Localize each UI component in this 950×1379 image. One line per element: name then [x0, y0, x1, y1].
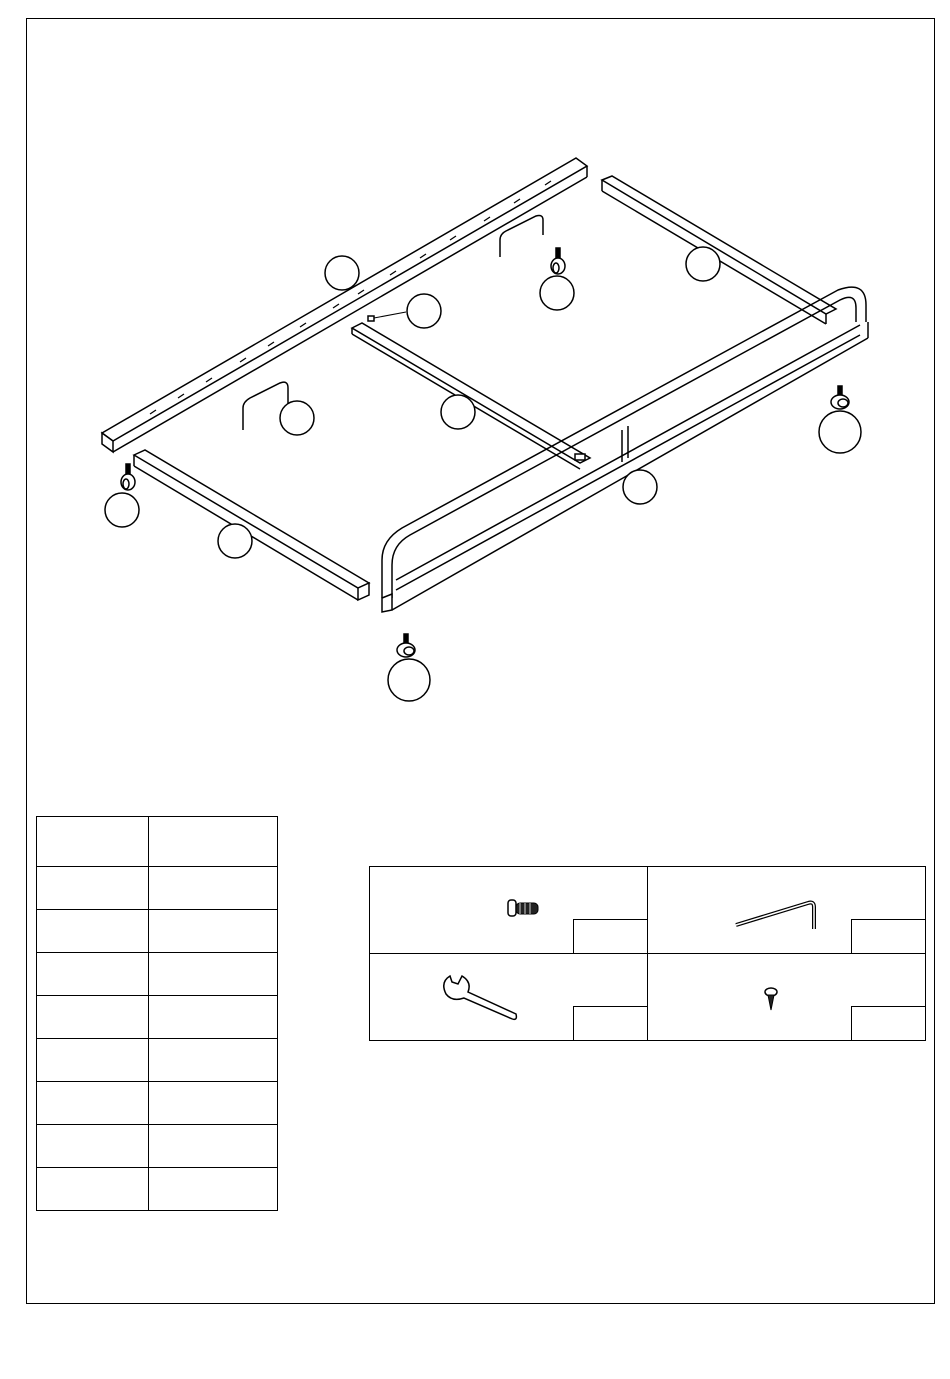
table-row: [37, 1125, 278, 1168]
front-rail-part: [134, 450, 369, 600]
table-row: [37, 1039, 278, 1082]
table-cell: [149, 867, 278, 910]
table-cell: [37, 1039, 149, 1082]
hardware-cell-bolt: [370, 867, 648, 954]
quantity-box: [573, 919, 647, 953]
table-cell: [37, 1125, 149, 1168]
table-header-cell: [149, 817, 278, 867]
u-bracket-part: [243, 216, 543, 431]
parts-list-table: [36, 816, 278, 1211]
table-cell: [149, 996, 278, 1039]
guard-rail-part: [382, 287, 868, 612]
caster-part: [121, 248, 849, 657]
table-cell: [149, 1125, 278, 1168]
table-cell: [37, 953, 149, 996]
table-row: [37, 1168, 278, 1211]
table-cell: [149, 910, 278, 953]
quantity-box: [573, 1006, 647, 1040]
hardware-cell-screw: [648, 954, 926, 1041]
table-cell: [149, 953, 278, 996]
part-callout: [105, 247, 861, 701]
table-row: [37, 996, 278, 1039]
back-rail-part: [602, 176, 836, 324]
table-header-row: [37, 817, 278, 867]
table-cell: [37, 1168, 149, 1211]
side-rail-part: [102, 158, 587, 452]
table-cell: [37, 910, 149, 953]
table-header-cell: [37, 817, 149, 867]
table-row: [37, 953, 278, 996]
hardware-cell-allen-key: [648, 867, 926, 954]
hardware-table: [369, 866, 926, 1041]
quantity-box: [851, 919, 925, 953]
table-cell: [37, 867, 149, 910]
table-row: [37, 867, 278, 910]
table-cell: [149, 1082, 278, 1125]
quantity-box: [851, 1006, 925, 1040]
table-cell: [37, 996, 149, 1039]
table-row: [37, 1082, 278, 1125]
hardware-cell-wrench: [370, 954, 648, 1041]
table-cell: [37, 1082, 149, 1125]
table-row: [37, 910, 278, 953]
table-cell: [149, 1039, 278, 1082]
table-cell: [149, 1168, 278, 1211]
